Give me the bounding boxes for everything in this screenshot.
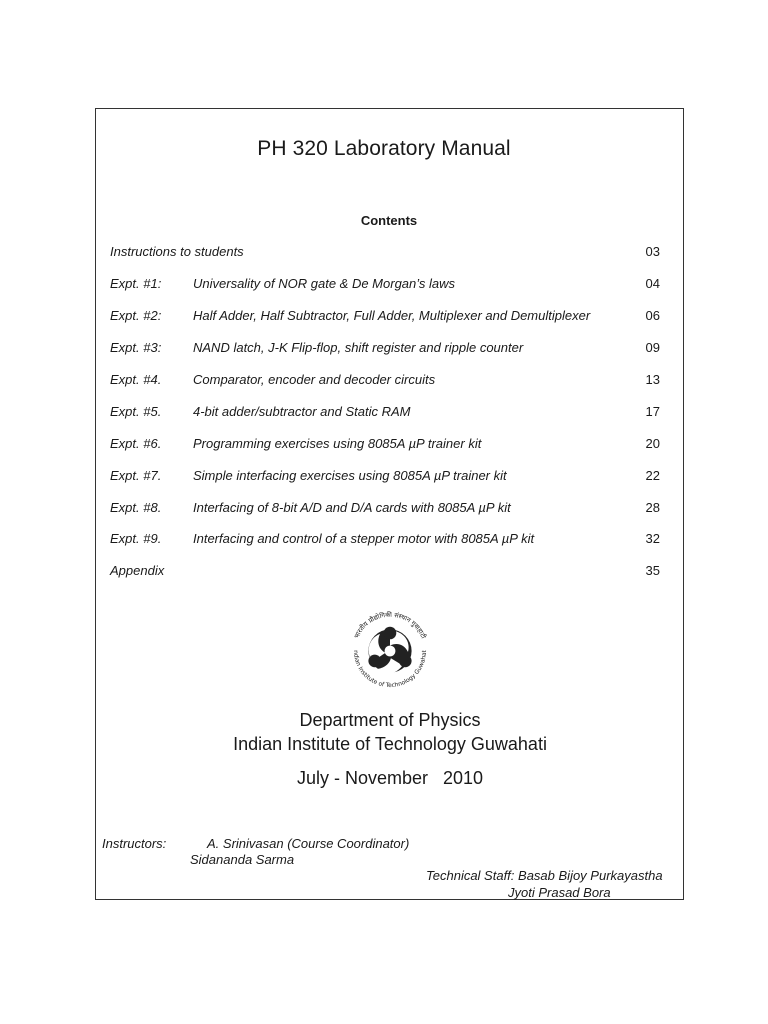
toc-entry-description: Programming exercises using 8085A µP trainer kit <box>193 436 482 451</box>
emblem-ring-text-bottom: ndian Institute of Technology Guwahat <box>351 650 429 690</box>
instructor-name: Sidananda Sarma <box>190 852 295 867</box>
toc-entry-page: 04 <box>645 276 660 291</box>
toc-entry-expt-2 <box>110 306 660 326</box>
toc-entry-description: Interfacing and control of a stepper motor with 8085A µP kit <box>193 531 535 546</box>
toc-entry-instructions <box>110 242 660 262</box>
toc-entry-label: Expt. #3: <box>110 340 162 355</box>
technical-staff-name: Jyoti Prasad Bora <box>508 885 611 900</box>
toc-entry-expt-1 <box>110 274 660 294</box>
toc-entry-description: 4-bit adder/subtractor and Static RAM <box>193 404 411 419</box>
toc-entry-page: 06 <box>645 308 660 323</box>
toc-entry-page: 22 <box>645 468 660 483</box>
toc-entry-page: 13 <box>645 372 660 387</box>
toc-entry-expt-9 <box>110 529 660 549</box>
toc-entry-expt-8 <box>110 498 660 518</box>
technical-staff-line <box>426 868 663 883</box>
toc-entry-page: 32 <box>645 531 660 546</box>
toc-entry-description: Half Adder, Half Subtractor, Full Adder, Multiplexer and Demultiplexer <box>193 308 591 323</box>
emblem-triskelion <box>368 627 411 674</box>
toc-entry-label: Expt. #1: <box>110 276 162 291</box>
toc-entry-expt-4 <box>110 370 660 390</box>
toc-entry-page: 28 <box>645 500 660 515</box>
toc-entry-expt-6 <box>110 434 660 454</box>
technical-staff-label: Technical Staff: <box>426 868 515 883</box>
session-dates: July - November 2010 <box>296 768 484 788</box>
toc-entry-expt-7 <box>110 466 660 486</box>
contents-heading: Contents <box>360 213 418 228</box>
toc-entry-label: Expt. #2: <box>110 308 162 323</box>
toc-entry-page: 35 <box>645 563 660 578</box>
instructor-name: A. Srinivasan (Course Coordinator) <box>207 836 410 851</box>
toc-entry-page: 09 <box>645 340 660 355</box>
toc-entry-page: 17 <box>645 404 660 419</box>
document-title: PH 320 Laboratory Manual <box>257 137 511 160</box>
technical-staff-name: Basab Bijoy Purkayastha <box>518 868 663 883</box>
emblem-ring-text-top: भारतीय प्रौद्योगिकी संस्थान गुवाहाटी <box>352 610 428 640</box>
toc-entry-label: Expt. #7. <box>110 468 162 483</box>
institute-name: Indian Institute of Technology Guwahati <box>233 734 547 754</box>
toc-entry-label: Expt. #6. <box>110 436 162 451</box>
toc-entry-label: Expt. #5. <box>110 404 162 419</box>
toc-entry-description: Universality of NOR gate & De Morgan’s laws <box>193 276 456 291</box>
toc-entry-description: Simple interfacing exercises using 8085A µP trainer kit <box>193 468 507 483</box>
department-name: Department of Physics <box>299 710 481 730</box>
instructors-label: Instructors: <box>102 836 167 851</box>
toc-entry-page: 20 <box>645 436 660 451</box>
toc-entry-label: Appendix <box>110 563 165 578</box>
toc-entry-description: NAND latch, J-K Flip-flop, shift register and ripple counter <box>193 340 524 355</box>
iit-guwahati-emblem-icon <box>345 606 435 696</box>
toc-entry-label: Instructions to students <box>110 244 244 259</box>
toc-entry-description: Comparator, encoder and decoder circuits <box>193 372 436 387</box>
toc-entry-appendix <box>110 561 660 581</box>
toc-entry-expt-5 <box>110 402 660 422</box>
toc-entry-label: Expt. #8. <box>110 500 162 515</box>
toc-entry-expt-3 <box>110 338 660 358</box>
toc-entry-label: Expt. #9. <box>110 531 162 546</box>
toc-entry-page: 03 <box>645 244 660 259</box>
toc-entry-description: Interfacing of 8-bit A/D and D/A cards with 8085A µP kit <box>193 500 511 515</box>
toc-entry-label: Expt. #4. <box>110 372 162 387</box>
